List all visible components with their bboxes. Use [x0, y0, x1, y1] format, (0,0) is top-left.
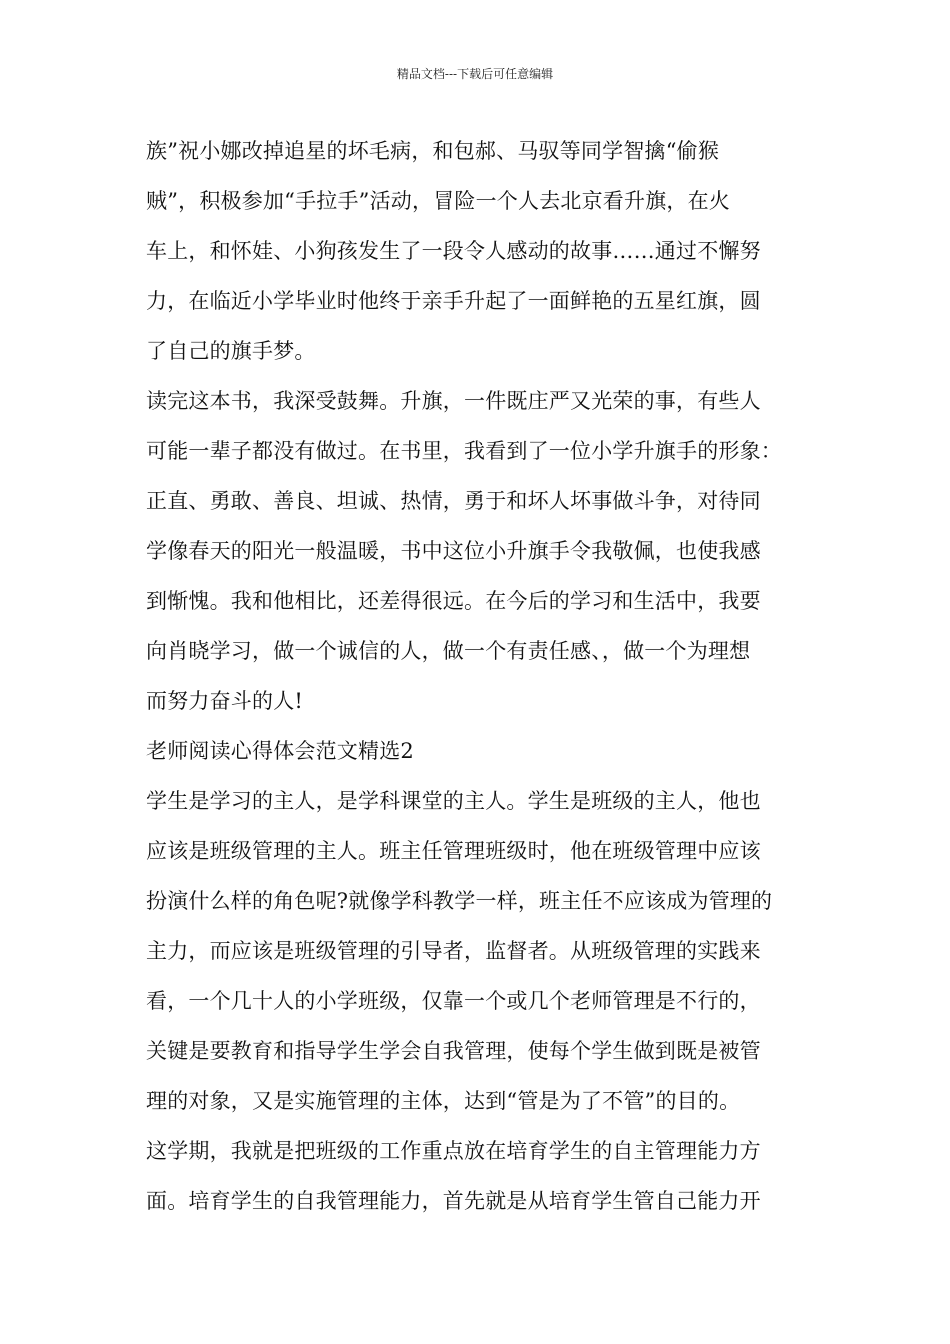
text-line: 正直、勇敢、善良、坦诚、热情，勇于和坏人坏事做斗争，对待同 — [146, 489, 761, 513]
text-line: 扮演什么样的角色呢?就像学科教学一样，班主任不应该成为管理的 — [146, 889, 773, 913]
text-line: 力，在临近小学毕业时他终于亲手升起了一面鲜艳的五星红旗，圆 — [146, 289, 761, 313]
text-line: 可能一辈子都没有做过。在书里，我看到了一位小学升旗手的形象： — [146, 439, 782, 463]
text-line: 读完这本书，我深受鼓舞。升旗，一件既庄严又光荣的事，有些人 — [146, 389, 761, 413]
text-line: 而努力奋斗的人! — [146, 689, 304, 713]
text-line: 族”祝小娜改掉追星的坏毛病，和包郝、马驭等同学智擒“偷猴 — [146, 139, 720, 163]
text-line: 这学期，我就是把班级的工作重点放在培育学生的自主管理能力方 — [146, 1139, 761, 1163]
text-line: 车上，和怀娃、小狗孩发生了一段令人感动的故事……通过不懈努 — [146, 239, 761, 263]
text-line: 看，一个几十人的小学班级，仅靠一个或几个老师管理是不行的， — [146, 989, 761, 1013]
page-header: 精品文档---下载后可任意编辑 — [396, 67, 554, 81]
text-line: 向肖晓学习，做一个诚信的人，做一个有责任感、，做一个为理想 — [146, 639, 751, 663]
text-line: 贼”，积极参加“手拉手”活动，冒险一个人去北京看升旗，在火 — [146, 189, 731, 213]
text-line: 了自己的旗手梦。 — [146, 339, 316, 363]
section-heading: 老师阅读心得体会范文精选2 — [146, 739, 414, 763]
text-line: 应该是班级管理的主人。班主任管理班级时，他在班级管理中应该 — [146, 839, 761, 863]
text-line: 面。培育学生的自我管理能力，首先就是从培育学生管自己能力开 — [146, 1189, 761, 1213]
text-line: 关键是要教育和指导学生学会自我管理，使每个学生做到既是被管 — [146, 1039, 761, 1063]
text-line: 学生是学习的主人，是学科课堂的主人。学生是班级的主人，他也 — [146, 789, 761, 813]
text-line: 主力，而应该是班级管理的引导者，监督者。从班级管理的实践来 — [146, 939, 761, 963]
text-line: 到惭愧。我和他相比，还差得很远。在今后的学习和生活中，我要 — [146, 589, 761, 613]
text-line: 学像春天的阳光一般温暖，书中这位小升旗手令我敬佩，也使我感 — [146, 539, 761, 563]
document-body — [146, 126, 826, 1226]
text-line: 理的对象，又是实施管理的主体，达到“管是为了不管”的目的。 — [146, 1089, 741, 1113]
